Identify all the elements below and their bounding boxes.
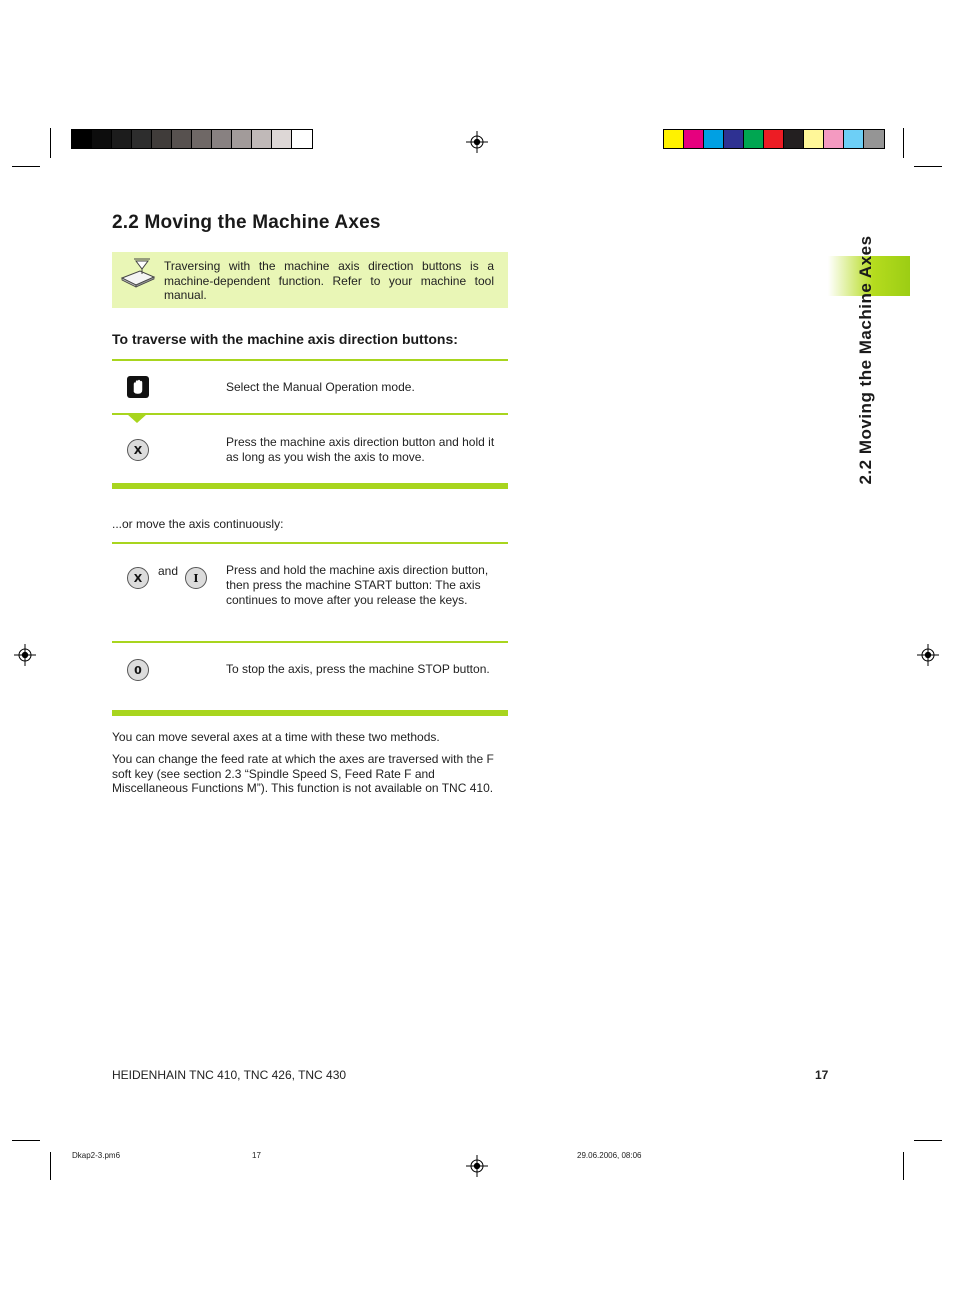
- color-swatch: [764, 130, 784, 148]
- machine-dependent-icon: [120, 258, 156, 288]
- color-swatch: [92, 130, 112, 148]
- crop-mark: [903, 1152, 904, 1180]
- crop-mark: [914, 166, 942, 167]
- table-rule: [112, 542, 508, 544]
- side-chapter-title: 2.2 Moving the Machine Axes: [856, 235, 875, 485]
- crop-mark: [50, 1152, 51, 1180]
- body-paragraph: You can change the feed rate at which the axes are traversed with the F soft key (see section 2.3 “Spindle Speed S, Feed Rate F and Miscellaneous Functions M”). This function is not available on TNC 410.: [112, 752, 494, 795]
- color-calibration-bar: [663, 129, 885, 149]
- step-text: Press the machine axis direction button and hold it as long as you wish the axis to move.: [226, 435, 495, 464]
- axis-i-key[interactable]: I: [185, 567, 207, 589]
- color-swatch: [132, 130, 152, 148]
- slug-file: Dkap2-3.pm6: [72, 1151, 121, 1160]
- color-swatch: [232, 130, 252, 148]
- registration-mark-icon: [466, 1155, 488, 1177]
- axis-x-key[interactable]: X: [127, 567, 149, 589]
- footer-product: HEIDENHAIN TNC 410, TNC 426, TNC 430: [112, 1068, 347, 1082]
- color-swatch: [844, 130, 864, 148]
- color-swatch: [212, 130, 232, 148]
- table-rule: [112, 641, 508, 643]
- body-paragraph: You can move several axes at a time with these two methods.: [112, 730, 440, 744]
- step-arrow-icon: [127, 414, 147, 424]
- note-text: Traversing with the machine axis direction buttons is a machine-dependent function. Refer to your machine tool manual.: [164, 259, 494, 302]
- crop-mark: [12, 1140, 40, 1141]
- color-swatch: [292, 130, 312, 148]
- color-swatch: [192, 130, 212, 148]
- key-connector: and: [158, 564, 179, 578]
- axis-zero-key[interactable]: 0: [127, 659, 149, 681]
- color-swatch: [252, 130, 272, 148]
- step-text: Press and hold the machine axis direction button, then press the machine START button: The axis continues to move after you release the keys.: [226, 563, 489, 607]
- crop-mark: [12, 166, 40, 167]
- crop-mark: [914, 1140, 942, 1141]
- table-rule: [112, 413, 508, 415]
- note-box: [112, 252, 508, 308]
- registration-mark-icon: [466, 131, 488, 153]
- color-swatch: [804, 130, 824, 148]
- step-text: To stop the axis, press the machine STOP button.: [226, 662, 490, 676]
- slug-timestamp: 29.06.2006, 08:06: [577, 1151, 642, 1160]
- slug-page: 17: [252, 1151, 261, 1160]
- color-swatch: [112, 130, 132, 148]
- color-swatch: [784, 130, 804, 148]
- registration-mark-icon: [917, 644, 939, 666]
- color-swatch: [272, 130, 292, 148]
- color-swatch: [744, 130, 764, 148]
- continuous-intro: ...or move the axis continuously:: [112, 517, 284, 531]
- procedure-heading: To traverse with the machine axis direction buttons:: [112, 331, 458, 347]
- color-swatch: [152, 130, 172, 148]
- color-swatch: [824, 130, 844, 148]
- table-rule-end: [112, 710, 508, 716]
- registration-mark-icon: [14, 644, 36, 666]
- axis-x-key[interactable]: X: [127, 439, 149, 461]
- manual-operation-hand-icon[interactable]: [127, 376, 149, 398]
- table-rule-end: [112, 483, 508, 489]
- color-swatch: [724, 130, 744, 148]
- color-swatch: [664, 130, 684, 148]
- gray-calibration-bar: [71, 129, 313, 149]
- color-swatch: [172, 130, 192, 148]
- step-text: Select the Manual Operation mode.: [226, 380, 415, 394]
- color-swatch: [72, 130, 92, 148]
- section-title: 2.2 Moving the Machine Axes: [112, 212, 381, 233]
- color-swatch: [704, 130, 724, 148]
- page-number: 17: [815, 1068, 829, 1082]
- color-swatch: [864, 130, 884, 148]
- crop-mark: [903, 128, 904, 158]
- color-swatch: [684, 130, 704, 148]
- crop-mark: [50, 128, 51, 158]
